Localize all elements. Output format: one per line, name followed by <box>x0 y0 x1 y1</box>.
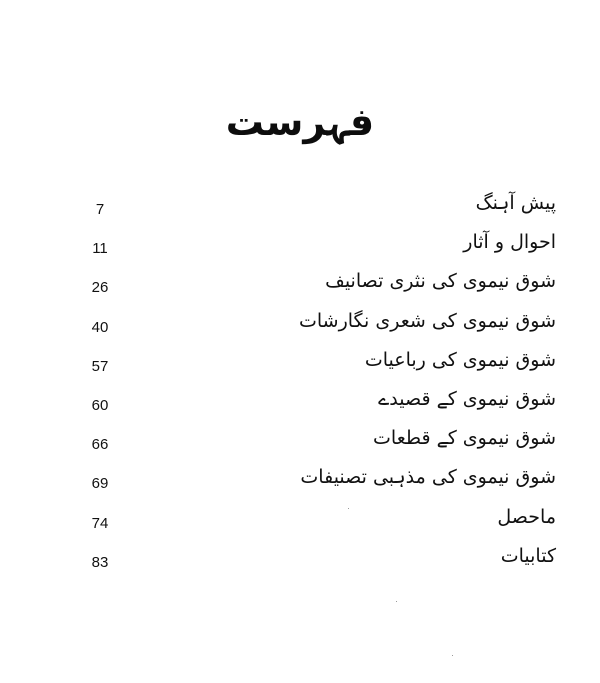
toc-entry <box>0 462 600 501</box>
toc-entry-title: شوق نیموی کی مذہبی تصنیفات <box>300 466 556 489</box>
toc-entry <box>0 345 600 384</box>
toc-entry-page: 26 <box>91 279 109 297</box>
toc-entry-page: 60 <box>91 396 109 414</box>
scan-speck <box>396 601 397 602</box>
toc-entry-title: شوق نیموی کی رباعیات <box>364 348 556 371</box>
toc-entry-page: 57 <box>91 357 109 375</box>
toc-entry <box>0 306 600 345</box>
toc-entry <box>0 502 600 541</box>
toc-entry-title: ماحصل <box>497 505 556 528</box>
toc-entry-page: 66 <box>91 436 109 454</box>
toc-entry-page: 74 <box>91 514 109 532</box>
toc-entry-page: 83 <box>91 553 109 571</box>
scan-speck <box>452 655 453 656</box>
toc-entry <box>0 423 600 462</box>
toc-entry <box>0 188 600 227</box>
toc-entry-title: شوق نیموی کے قصیدے <box>378 387 556 410</box>
page-title: فہرست <box>225 100 375 144</box>
toc-entry-title: کتابیات <box>500 544 556 567</box>
toc-entry-page: 7 <box>95 201 105 218</box>
toc-entry-page: 40 <box>91 318 109 336</box>
toc-entry <box>0 541 600 580</box>
toc-entry-title: احوال و آثار <box>463 231 556 254</box>
toc-entry <box>0 266 600 305</box>
toc-entry-title: پیش آہنگ <box>475 192 556 214</box>
toc-entry-page: 11 <box>92 240 108 258</box>
scan-speck <box>348 508 349 509</box>
table-of-contents <box>0 188 600 580</box>
toc-entry <box>0 227 600 266</box>
toc-entry-title: شوق نیموی کی نثری تصانیف <box>325 270 556 293</box>
toc-entry-title: شوق نیموی کے قطعات <box>373 427 556 450</box>
toc-entry <box>0 384 600 423</box>
toc-entry-page: 69 <box>91 475 109 493</box>
toc-entry-title: شوق نیموی کی شعری نگارشات <box>299 309 556 332</box>
